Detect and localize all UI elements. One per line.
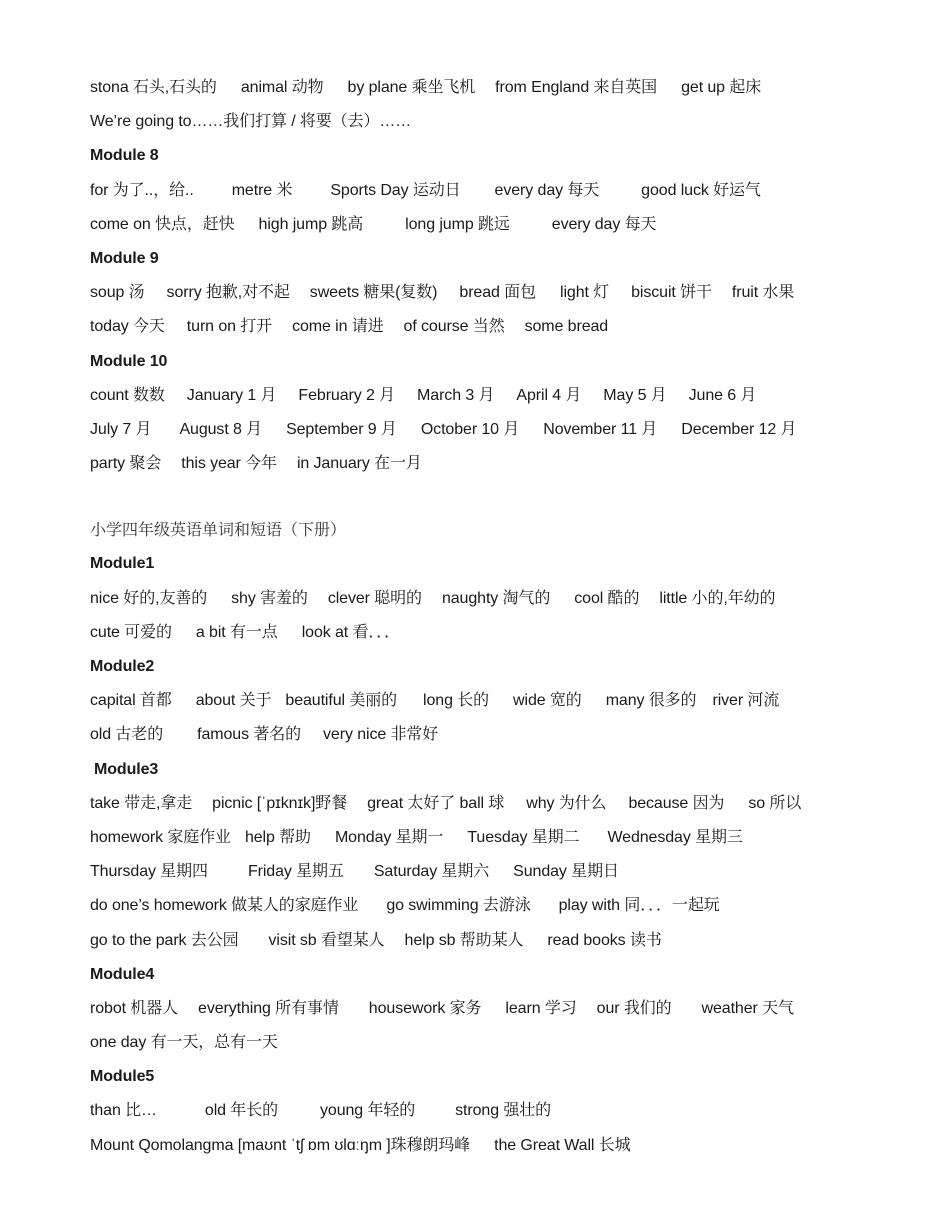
vocab-entry: cool 酷的 xyxy=(574,589,640,607)
vocab-entry: capital 首都 xyxy=(90,692,172,710)
vocab-entry: We’re going to……我们打算 / 将要（去）…… xyxy=(90,113,412,131)
vocab-line xyxy=(90,824,910,858)
vocab-line xyxy=(90,211,910,245)
module-heading: Module2 xyxy=(90,658,155,675)
vocab-line xyxy=(90,382,910,416)
vocab-entry: December 12 月 xyxy=(681,420,797,438)
vocab-entry: help 帮助 xyxy=(244,828,311,846)
vocab-entry: great 太好了 ball 球 xyxy=(367,794,505,812)
document-page xyxy=(90,74,910,1166)
vocab-entry: in January 在一月 xyxy=(296,455,422,473)
vocab-entry: very nice 非常好 xyxy=(323,726,439,744)
vocab-entry: October 10 月 xyxy=(420,420,520,438)
vocab-entry: famous 著名的 xyxy=(197,726,302,744)
vocab-entry: strong 强壮的 xyxy=(455,1102,552,1120)
vocab-entry: robot 机器人 xyxy=(90,999,179,1017)
vocab-entry: turn on 打开 xyxy=(186,318,273,336)
vocab-entry: young 年轻的 xyxy=(320,1102,416,1120)
section-title: 小学四年级英语单词和短语（下册） xyxy=(90,520,347,540)
vocab-entry: today 今天 xyxy=(90,318,165,336)
module-heading: Module 9 xyxy=(90,249,159,267)
vocab-entry: Friday 星期五 xyxy=(247,863,344,881)
vocab-entry: good luck 好运气 xyxy=(641,181,761,199)
vocab-entry: come in 请进 xyxy=(292,318,384,336)
module-heading: Module3 xyxy=(94,760,159,778)
vocab-entry: many 很多的 xyxy=(605,692,697,710)
vocab-line xyxy=(90,995,910,1029)
vocab-entry: cute 可爱的 xyxy=(90,623,172,641)
vocab-entry: get up 起床 xyxy=(681,79,762,96)
vocab-entry: help sb 帮助某人 xyxy=(404,931,524,949)
section-spacer xyxy=(90,484,910,516)
vocab-entry: by plane 乘坐飞机 xyxy=(347,79,476,96)
vocab-entry: shy 害羞的 xyxy=(231,589,308,607)
vocab-entry: every day 每天 xyxy=(551,215,657,233)
vocab-entry: fruit 水果 xyxy=(731,284,795,302)
vocab-entry: June 6 月 xyxy=(688,386,757,404)
vocab-entry: light 灯 xyxy=(559,284,610,302)
vocab-entry: clever 聪明的 xyxy=(327,589,422,607)
vocab-line xyxy=(90,74,910,108)
vocab-line xyxy=(90,108,910,142)
vocab-line xyxy=(90,1132,910,1166)
vocab-entry: learn 学习 xyxy=(505,999,577,1017)
vocab-entry: weather 天气 xyxy=(701,999,794,1017)
module-heading: Module 10 xyxy=(90,352,168,370)
vocab-entry: everything 所有事情 xyxy=(198,999,339,1017)
vocab-entry: Thursday 星期四 xyxy=(90,863,208,881)
vocab-line xyxy=(90,585,910,619)
vocab-entry: January 1 月 xyxy=(186,386,277,404)
vocab-line xyxy=(90,279,910,313)
vocab-line xyxy=(90,313,910,347)
vocab-entry: this year 今年 xyxy=(181,455,277,473)
vocab-entry: long 长的 xyxy=(423,692,490,710)
vocab-entry: Monday 星期一 xyxy=(334,828,444,846)
vocab-line xyxy=(90,790,910,824)
vocab-entry: river 河流 xyxy=(712,692,780,710)
vocab-entry: about 关于 xyxy=(195,692,272,710)
vocab-entry: a bit 有一点 xyxy=(195,623,278,641)
vocab-entry: do one’s homework 做某人的家庭作业 xyxy=(90,897,359,915)
module-heading: Module4 xyxy=(90,965,155,983)
vocab-entry: Sunday 星期日 xyxy=(513,863,619,881)
vocab-line xyxy=(90,1029,910,1063)
vocab-entry: November 11 月 xyxy=(543,420,658,438)
vocab-entry: Saturday 星期六 xyxy=(373,863,490,881)
vocab-entry: old 年长的 xyxy=(204,1102,278,1120)
vocab-entry: July 7 月 xyxy=(90,420,152,438)
vocab-entry: May 5 月 xyxy=(603,386,667,404)
vocab-line xyxy=(90,721,910,755)
vocab-entry: nice 好的,友善的 xyxy=(90,589,208,607)
module-heading: Module 8 xyxy=(90,147,159,165)
vocab-entry: count 数数 xyxy=(90,386,165,404)
vocab-entry: stona 石头,石头的 xyxy=(90,79,217,96)
vocab-entry: why 为什么 xyxy=(526,794,607,812)
vocab-entry: take 带走,拿走 xyxy=(90,794,193,812)
vocab-line xyxy=(90,687,910,721)
vocab-entry: every day 每天 xyxy=(494,181,600,199)
vocab-entry: Sports Day 运动日 xyxy=(330,181,461,199)
vocab-entry: soup 汤 xyxy=(90,284,145,302)
vocab-entry: Wednesday 星期三 xyxy=(607,828,743,846)
vocab-entry: than 比… xyxy=(90,1102,157,1120)
vocab-entry: of course 当然 xyxy=(403,318,505,336)
vocab-line xyxy=(90,892,910,926)
vocab-line xyxy=(90,619,910,653)
vocab-entry: read books 读书 xyxy=(547,931,662,949)
vocab-entry: long jump 跳远 xyxy=(405,215,510,233)
vocab-entry: beautiful 美丽的 xyxy=(285,692,398,710)
vocab-entry: naughty 淘气的 xyxy=(441,589,551,607)
module-heading: Module5 xyxy=(90,1068,155,1086)
vocab-entry: go swimming 去游泳 xyxy=(386,897,531,915)
vocab-entry: Tuesday 星期二 xyxy=(467,828,580,846)
vocab-line xyxy=(90,927,910,961)
vocab-entry: go to the park 去公园 xyxy=(90,931,239,949)
vocab-entry: from England 来自英国 xyxy=(495,79,658,96)
vocab-entry: homework 家庭作业 xyxy=(90,828,231,846)
vocab-entry: biscuit 饼干 xyxy=(631,284,712,302)
vocab-entry: for 为了..，给.. xyxy=(90,181,194,199)
module-heading: Module1 xyxy=(90,555,155,573)
vocab-entry: look at 看．．． xyxy=(301,623,401,641)
vocab-entry: April 4 月 xyxy=(516,386,582,404)
vocab-entry: our 我们的 xyxy=(596,999,672,1017)
vocab-entry: February 2 月 xyxy=(298,386,396,404)
vocab-entry: some bread xyxy=(524,318,609,336)
vocab-entry: metre 米 xyxy=(231,181,293,199)
vocab-line xyxy=(90,858,910,892)
vocab-entry: housework 家务 xyxy=(368,999,482,1017)
vocab-entry: August 8 月 xyxy=(179,420,263,438)
vocab-line xyxy=(90,416,910,450)
vocab-entry: animal 动物 xyxy=(240,79,324,96)
vocab-entry: sweets 糖果(复数) xyxy=(309,284,438,302)
vocab-entry: March 3 月 xyxy=(417,386,495,404)
vocab-entry: little 小的,年幼的 xyxy=(659,589,776,607)
vocab-entry: Mount Qomolangma [maʊnt ˈtʃ ɒm ʊlɑːŋm ]珠穆朗玛峰 xyxy=(90,1136,471,1154)
vocab-entry: sorry 抱歉,对不起 xyxy=(166,284,290,302)
vocab-entry: because 因为 xyxy=(628,794,725,812)
vocab-entry: so 所以 xyxy=(748,794,802,812)
vocab-entry: high jump 跳高 xyxy=(258,215,364,233)
vocab-entry: one day 有一天，总有一天 xyxy=(90,1034,278,1052)
vocab-entry: play with 同．．．一起玩 xyxy=(558,897,720,915)
vocab-entry: visit sb 看望某人 xyxy=(268,931,385,949)
vocab-line xyxy=(90,450,910,484)
vocab-entry: come on 快点，赶快 xyxy=(90,215,235,233)
vocab-line xyxy=(90,177,910,211)
vocab-entry: the Great Wall 长城 xyxy=(494,1136,631,1154)
vocab-entry: old 古老的 xyxy=(90,726,164,744)
vocab-entry: picnic [ˈpɪknɪk]野餐 xyxy=(212,794,348,812)
vocab-entry: bread 面包 xyxy=(459,284,536,302)
vocab-line xyxy=(90,1097,910,1131)
vocab-entry: party 聚会 xyxy=(90,455,162,473)
vocab-entry: wide 宽的 xyxy=(513,692,582,710)
vocab-entry: September 9 月 xyxy=(286,420,397,438)
